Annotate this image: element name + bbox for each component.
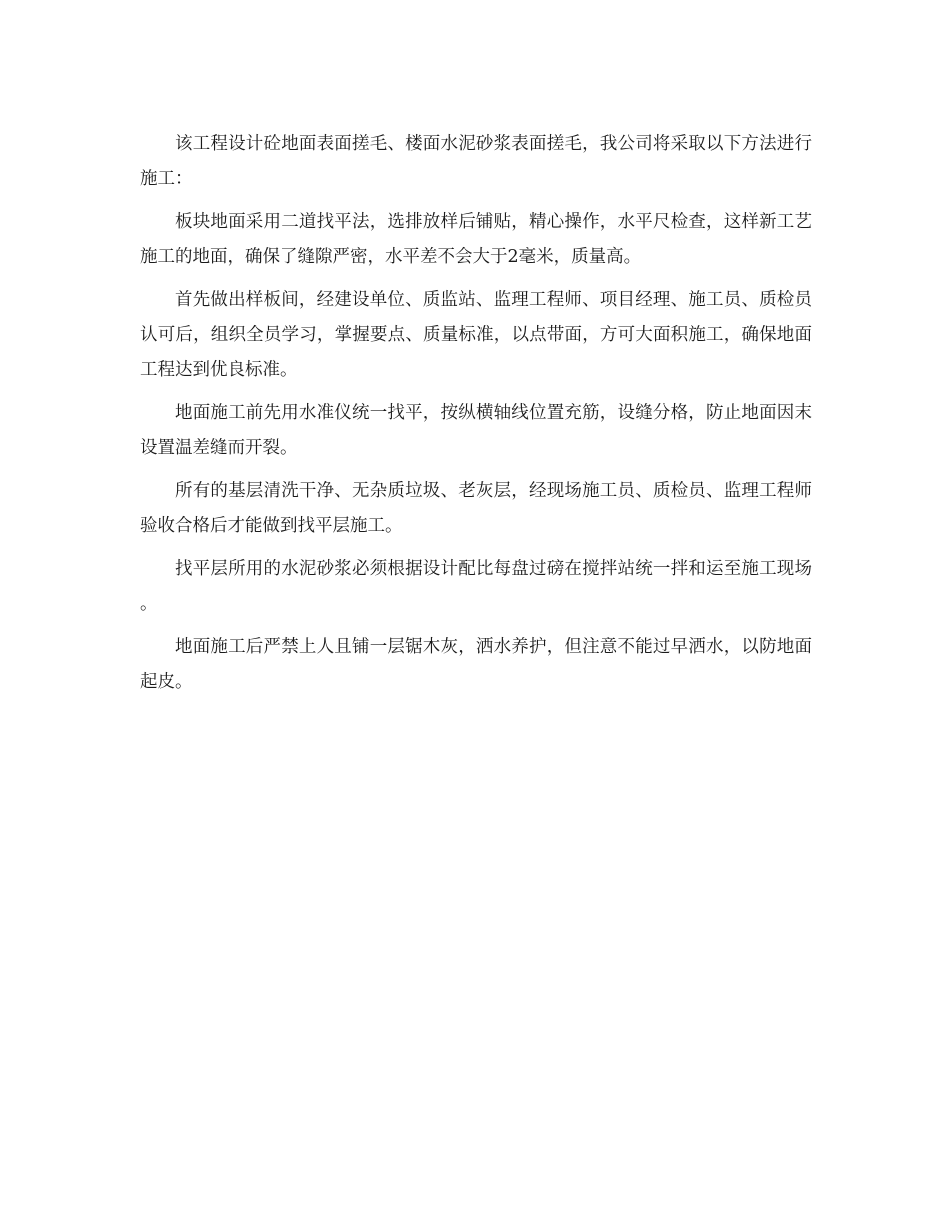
paragraph-3: 首先做出样板间，经建设单位、质监站、监理工程师、项目经理、施工员、质检员认可后，组织全员学习，掌握要点、质量标准，以点带面，方可大面积施工，确保地面工程达到优良标准。 <box>140 290 812 380</box>
paragraph-1: 该工程设计砼地面表面搓毛、楼面水泥砂浆表面搓毛，我公司将采取以下方法进行施工： <box>140 134 812 189</box>
paragraph-5: 所有的基层清洗干净、无杂质垃圾、老灰层，经现场施工员、质检员、监理工程师验收合格后才能做到找平层施工。 <box>140 481 812 536</box>
paragraph-7: 地面施工后严禁上人且铺一层锯木灰，洒水养护，但注意不能过早洒水，以防地面起皮。 <box>140 637 812 692</box>
paragraph-4: 地面施工前先用水准仪统一找平，按纵横轴线位置充筋，设缝分格，防止地面因末设置温差缝而开裂。 <box>140 403 812 458</box>
paragraph-6: 找平层所用的水泥砂浆必须根据设计配比每盘过磅在搅拌站统一拌和运至施工现场。 <box>140 559 812 614</box>
document-body <box>140 127 812 708</box>
paragraph-2: 板块地面采用二道找平法，选排放样后铺贴，精心操作，水平尺检查，这样新工艺施工的地面，确保了缝隙严密，水平差不会大于2毫米，质量高。 <box>140 212 812 267</box>
